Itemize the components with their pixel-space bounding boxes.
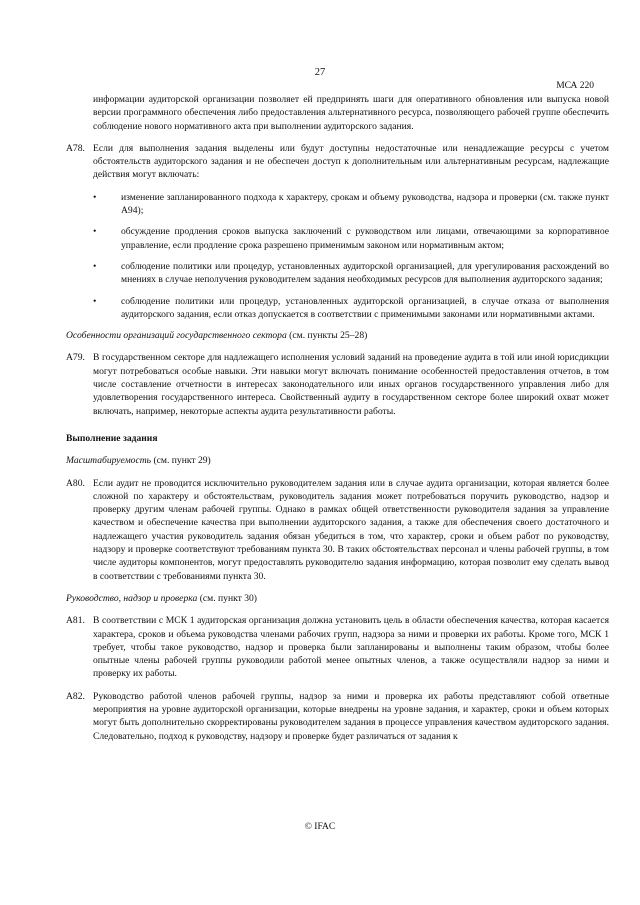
list-item: • изменение запланированного подхода к характеру, срокам и объему руководства, надзора и проверки (см. также пункт A94); bbox=[93, 191, 609, 217]
paragraph-text: Руководство работой членов рабочей группы, надзор за ними и проверка их работы представляют собой ответные мероприятия на уровне аудиторской организации, которые внедрены на уровне задания, и характер, сроки и объем которых могут быть дополнительно скорректированы руководителем задания в процессе управления качеством аудиторского задания. Следовательно, подход к руководству, надзору и проверке будет различаться от задания к bbox=[93, 690, 609, 742]
paragraph-number: A82. bbox=[66, 690, 85, 702]
standard-code: МСА 220 bbox=[556, 81, 594, 91]
section-heading-public-sector bbox=[66, 329, 609, 342]
heading-italic: Особенности организаций государственного сектора bbox=[66, 330, 287, 342]
continuation-paragraph: информации аудиторской организации позволяет ей предпринять шаги для оперативного обновления или выпуска новой версии программного обеспечения либо предоставления альтернативного ресурса, позволяющего рабочей группе обеспечить соблюдение нового нормативного акта при выполнении аудиторского задания. bbox=[93, 94, 609, 132]
paragraph-a79 bbox=[66, 351, 609, 417]
bullet-icon: • bbox=[93, 191, 97, 203]
paragraph-number: A81. bbox=[66, 615, 85, 627]
paragraph-a82 bbox=[66, 690, 609, 743]
bullet-icon: • bbox=[93, 260, 97, 272]
bullet-icon: • bbox=[93, 295, 97, 307]
heading-ref: (см. пункт 30) bbox=[199, 592, 258, 604]
paragraph-text: Если аудит не проводится исключительно руководителем задания или в случае аудита организации, которая является более сложной по характеру и обстоятельствам, руководитель задания может потребоваться поручить руководство, надзор и проверку другим членам рабочей группы. Однако в рамках общей ответственности руководителя задания за управление качеством и обеспечение качества при выполнении аудиторского задания, а также для обеспечения своего достаточного и надлежащего участия руководитель задания обязан убедиться в том, что характер, сроки и объем работ по руководству, надзору и проверке соответствуют требованиям пункта 30. В таких обстоятельствах персонал и члены рабочей группы, в том числе аудиторы компонентов, могут предоставлять руководителю задания информацию, которая позволит ему сделать вывод в соответствии с требованиями пункта 30. bbox=[93, 477, 609, 582]
heading-italic: Руководство, надзор и проверка bbox=[66, 592, 198, 604]
paragraph-number: A80. bbox=[66, 477, 85, 489]
paragraph-text: В соответствии с МСК 1 аудиторская организация должна установить цель в области обеспечения качества, которая касается характера, сроков и объема руководства членами рабочих групп, надзора за ними и проверки их работы. Кроме того, МСК 1 требует, чтобы такое руководство, надзор и проверка были запланированы и выполнены таким образом, чтобы более опытные члены рабочей группы руководили работой менее опытных членов, а также осуществляли надзор за ними и проверку их работы. bbox=[93, 615, 609, 680]
paragraph-a81 bbox=[66, 614, 609, 680]
list-item: • соблюдение политики или процедур, установленных аудиторской организацией, в случае отказа от выполнения аудиторского задания, если отказ допускается в соответствии с применимыми законами или нормативными актами. bbox=[93, 295, 609, 320]
paragraph-a78 bbox=[66, 142, 609, 182]
paragraph-text: В государственном секторе для надлежащего исполнения условий заданий на проведение аудита в той или иной юрисдикции могут потребоваться особые навыки. Эти навыки могут включать понимание особенностей предоставления отчетов, в том числе составление отчетности в интересах законодательного или иных органов государственного управления либо для удовлетворения государственного интереса. Свойственный аудиту в государственном секторе более широкий охват может включать, например, некоторые аспекты аудита результативности работы. bbox=[93, 352, 609, 417]
paragraph-number: A79. bbox=[66, 352, 85, 364]
page-content bbox=[66, 93, 609, 752]
heading-italic: Масштабируемость bbox=[66, 455, 152, 467]
bullet-list bbox=[66, 191, 609, 321]
section-heading-scalability bbox=[66, 454, 609, 467]
paragraph-text: Если для выполнения задания выделены или будут доступны недостаточные или ненадлежащие ресурсы с учетом обстоятельств аудиторского задания и не обеспечен доступ к дополнительным или альтернативным ресурсам, надлежащие действия могут включать: bbox=[93, 142, 609, 181]
heading-ref: (см. пункты 25–28) bbox=[289, 330, 368, 342]
page-number: 27 bbox=[314, 67, 326, 78]
paragraph-number: A78. bbox=[66, 142, 85, 154]
list-item: • соблюдение политики или процедур, установленных аудиторской организацией, для урегулирования расхождений во мнениях в случае неполучения руководителем задания необходимых ресурсов для выполнения аудиторского задания; bbox=[93, 260, 609, 286]
section-heading-performance: Выполнение задания bbox=[66, 432, 158, 444]
section-heading-direction bbox=[66, 592, 609, 605]
bullet-icon: • bbox=[93, 226, 97, 238]
list-item: • обсуждение продления сроков выпуска заключений с руководством или лицами, отвечающими за корпоративное управление, если продление срока разрешено применимым законом или нормативным актом; bbox=[93, 226, 609, 251]
heading-ref: (см. пункт 29) bbox=[153, 455, 211, 467]
paragraph-a80 bbox=[66, 477, 609, 583]
copyright-footer: © IFAC bbox=[304, 822, 336, 832]
